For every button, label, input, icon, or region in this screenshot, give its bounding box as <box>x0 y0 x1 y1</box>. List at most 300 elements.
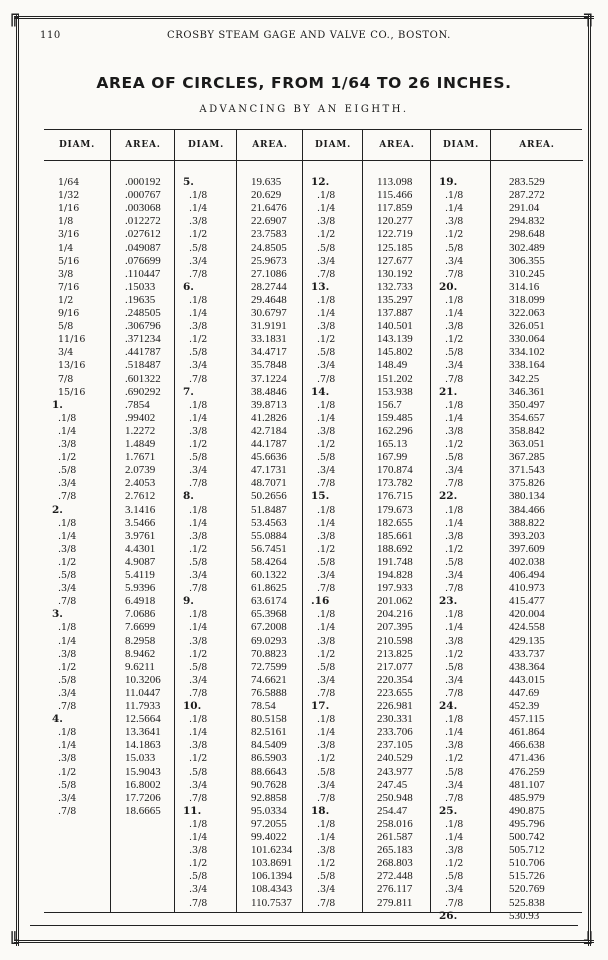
area-cell: .248505 <box>125 307 161 319</box>
area-cell: 48.7071 <box>251 477 287 490</box>
area-column-2 <box>236 130 303 912</box>
area-cell: 45.6636 <box>251 451 287 464</box>
diam-cell: .7/8 <box>445 897 464 909</box>
diam-cell: .3/4 <box>445 884 464 896</box>
area-cell: 10.3206 <box>125 673 161 686</box>
area-cell: 237.105 <box>377 739 413 752</box>
diam-cell: .7/8 <box>317 373 336 385</box>
area-cell: 310.245 <box>509 267 545 280</box>
diam-cell: 9/16 <box>58 308 80 319</box>
diam-cell: 18. <box>311 804 330 817</box>
area-cell: 306.355 <box>509 254 545 267</box>
diam-cell: .1/2 <box>189 439 208 450</box>
diam-cell: .3/4 <box>189 570 208 581</box>
area-cell: 279.811 <box>377 896 413 909</box>
area-cell: 117.859 <box>377 202 413 215</box>
area-cell: 25.9673 <box>251 254 287 267</box>
diam-cell: 23. <box>439 595 458 608</box>
diam-cell: .1/8 <box>445 399 464 411</box>
area-cell: 367.285 <box>509 451 545 464</box>
area-cell: 243.977 <box>377 765 413 778</box>
diam-cell: 17. <box>311 700 330 712</box>
area-cell: 60.1322 <box>251 569 287 581</box>
diam-cell: 6. <box>183 280 194 293</box>
diam-cell: 13. <box>311 280 330 293</box>
diam-cell: .1/4 <box>58 740 77 752</box>
area-cell: 410.973 <box>509 582 545 595</box>
area-cell: .601322 <box>125 372 161 385</box>
area-cell: 170.874 <box>377 464 413 477</box>
area-column-header: AREA. <box>237 130 303 161</box>
area-cell: 108.4343 <box>251 883 293 896</box>
diam-cell: .1/2 <box>317 439 336 450</box>
diam-cell: 9. <box>183 595 194 608</box>
area-cell: 156.7 <box>377 398 402 411</box>
area-cell: 19.635 <box>251 176 282 188</box>
diam-cell: 25. <box>439 804 458 817</box>
area-cell: 42.7184 <box>251 424 287 437</box>
area-cell: 388.822 <box>509 516 545 529</box>
diam-cell: .3/8 <box>317 530 336 542</box>
area-column-header: AREA. <box>363 130 431 161</box>
area-cell: 220.354 <box>377 673 413 686</box>
area-cell: 38.4846 <box>251 385 287 398</box>
area-cell: 3.9761 <box>125 529 156 542</box>
area-cell: 393.203 <box>509 529 545 542</box>
area-cell: 13.3641 <box>125 726 161 739</box>
area-cell: 330.064 <box>509 333 545 346</box>
area-cell: 1.2272 <box>125 424 156 437</box>
area-cell: 143.139 <box>377 333 413 346</box>
area-cell: 27.1086 <box>251 267 287 280</box>
diam-cell: .5/8 <box>58 465 77 477</box>
area-cell: 191.748 <box>377 555 413 568</box>
area-cell: 495.796 <box>509 817 545 830</box>
diam-cell: .1/4 <box>445 308 464 319</box>
area-cell: 162.296 <box>377 424 413 437</box>
diam-cell: .3/4 <box>445 570 464 581</box>
area-cell: 268.803 <box>377 857 413 870</box>
area-cell: 14.1863 <box>125 739 161 752</box>
diam-cell: .3/4 <box>58 687 77 699</box>
diam-cell: .5/8 <box>189 661 208 673</box>
diam-cell: 3. <box>52 608 63 621</box>
diam-column-header: DIAM. <box>44 130 110 161</box>
area-cell: 179.673 <box>377 503 413 516</box>
area-cell: 33.1831 <box>251 333 287 346</box>
area-cell: 35.7848 <box>251 359 287 372</box>
diam-cell: .5/8 <box>317 661 336 673</box>
diam-cell: .1/2 <box>445 334 464 346</box>
diam-cell: .1/8 <box>445 818 464 830</box>
diam-cell: .1/8 <box>317 818 336 830</box>
top-border <box>14 16 594 19</box>
diam-cell: .1/2 <box>317 334 336 346</box>
area-cell: 125.185 <box>377 241 413 254</box>
area-cell: 182.655 <box>377 516 413 529</box>
area-cell: 61.8625 <box>251 582 287 595</box>
diam-cell: 5/16 <box>58 255 80 267</box>
area-cell: 8.9462 <box>125 647 156 660</box>
area-cell: 346.361 <box>509 385 545 398</box>
diam-cell: .1/8 <box>445 190 464 202</box>
diam-cell: 10. <box>183 700 202 712</box>
area-cell: 11.0447 <box>125 686 161 699</box>
area-cell: 2.7612 <box>125 490 156 503</box>
diam-column-header: DIAM. <box>431 130 491 161</box>
diam-cell: .3/8 <box>445 530 464 542</box>
area-cell: 115.466 <box>377 189 413 202</box>
diam-cell: .7/8 <box>58 596 77 608</box>
diam-cell: .1/2 <box>317 753 336 765</box>
area-column-header: AREA. <box>111 130 175 161</box>
diam-cell: .1/2 <box>317 858 336 870</box>
area-cell: 76.5888 <box>251 686 287 699</box>
area-cell: 334.102 <box>509 346 545 359</box>
area-cell: 11.7933 <box>125 700 161 712</box>
diam-cell: .1/4 <box>317 517 336 529</box>
area-cell: 122.719 <box>377 228 413 241</box>
area-cell: 247.45 <box>377 778 408 791</box>
area-cell: 58.4264 <box>251 555 287 568</box>
diam-cell: .3/8 <box>189 321 208 333</box>
diam-cell: .7/8 <box>189 373 208 385</box>
area-cell: 17.7206 <box>125 791 161 804</box>
diam-cell: .3/8 <box>445 845 464 857</box>
area-cell: 103.8691 <box>251 857 293 870</box>
area-cell: 415.477 <box>509 595 545 608</box>
area-cell: 250.948 <box>377 791 413 804</box>
diam-cell: .1/4 <box>317 308 336 319</box>
area-cell: 342.25 <box>509 372 540 385</box>
diam-cell: .1/8 <box>445 714 464 726</box>
area-cell: .518487 <box>125 359 161 372</box>
area-cell: 67.2008 <box>251 621 287 634</box>
diam-cell: .3/8 <box>58 648 77 660</box>
area-cell: 302.489 <box>509 241 545 254</box>
area-cell: 51.8487 <box>251 503 287 516</box>
diam-cell: .5/8 <box>189 766 208 778</box>
diam-cell: .1/4 <box>445 517 464 529</box>
area-cell: 56.7451 <box>251 542 287 555</box>
area-cell: 173.782 <box>377 477 413 490</box>
area-cell: 530.93 <box>509 909 540 922</box>
diam-cell: .1/8 <box>445 609 464 621</box>
diam-cell: .7/8 <box>317 687 336 699</box>
area-cell: 140.501 <box>377 320 413 333</box>
diam-cell: .5/8 <box>189 347 208 359</box>
area-column-1 <box>110 130 175 912</box>
area-cell: 210.598 <box>377 634 413 647</box>
area-cell: 298.648 <box>509 228 545 241</box>
diam-cell: .3/4 <box>445 360 464 372</box>
area-cell: 30.6797 <box>251 307 287 319</box>
diam-cell: .5/8 <box>189 242 208 254</box>
area-cell: 153.938 <box>377 385 413 398</box>
diam-cell: .3/4 <box>189 465 208 477</box>
diam-cell: .1/2 <box>445 229 464 241</box>
diam-cell: .1/4 <box>189 412 208 424</box>
diam-cell: .1/8 <box>189 609 208 621</box>
area-cell: 8.2958 <box>125 634 156 647</box>
area-cell: .99402 <box>125 411 156 424</box>
diam-cell: .7/8 <box>58 491 77 503</box>
diam-cell: .1/8 <box>317 504 336 516</box>
diam-cell: .7/8 <box>189 268 208 280</box>
diam-cell: .5/8 <box>317 452 336 464</box>
area-cell: .441787 <box>125 346 161 359</box>
diam-cell: .1/4 <box>58 425 77 437</box>
diam-cell: .5/8 <box>189 871 208 883</box>
area-cell: .110447 <box>125 267 161 280</box>
diam-cell: .5/8 <box>317 556 336 568</box>
diam-cell: .1/8 <box>189 399 208 411</box>
diam-cell: .7/8 <box>189 687 208 699</box>
area-cell: 217.077 <box>377 660 413 673</box>
diam-cell: 11/16 <box>58 334 86 346</box>
diam-cell: .7/8 <box>445 792 464 804</box>
diam-cell: .5/8 <box>58 779 77 791</box>
area-cell: 7.6699 <box>125 621 156 634</box>
diam-cell: 7/8 <box>58 373 74 385</box>
diam-cell: 12. <box>311 176 330 188</box>
diam-column-2 <box>174 130 237 912</box>
area-cell: 350.497 <box>509 398 545 411</box>
diam-cell: .3/4 <box>445 465 464 477</box>
diam-cell: 3/4 <box>58 347 74 359</box>
diam-cell: .3/8 <box>58 439 77 450</box>
area-cell: 314.16 <box>509 280 540 293</box>
area-cell: 84.5409 <box>251 739 287 752</box>
diam-cell: .3/4 <box>317 255 336 267</box>
footer-rule <box>30 925 578 926</box>
diam-cell: .1/8 <box>58 727 77 739</box>
area-cell: 29.4648 <box>251 293 287 306</box>
diam-cell: .3/4 <box>445 779 464 791</box>
diam-cell: .1/2 <box>58 661 77 673</box>
diam-cell: .3/4 <box>317 360 336 372</box>
diam-cell: 22. <box>439 490 458 503</box>
diam-cell: .1/2 <box>189 858 208 870</box>
diam-cell: .1/2 <box>189 543 208 555</box>
diam-cell: .3/4 <box>445 255 464 267</box>
area-cell: 78.54 <box>251 700 276 712</box>
left-border <box>16 14 19 946</box>
area-cell: 197.933 <box>377 582 413 595</box>
area-cell: 265.183 <box>377 844 413 857</box>
diam-cell: .3/8 <box>317 635 336 647</box>
diam-cell: .7/8 <box>445 687 464 699</box>
area-column-3 <box>362 130 431 912</box>
diam-cell: .3/8 <box>189 530 208 542</box>
diam-cell: .1/2 <box>317 648 336 660</box>
diam-cell: .1/4 <box>189 517 208 529</box>
area-cell: 287.272 <box>509 189 545 202</box>
area-cell: 429.135 <box>509 634 545 647</box>
area-cell: 207.395 <box>377 621 413 634</box>
corner-ornament-bottom-left: ╚ <box>8 932 19 953</box>
diam-cell: .3/4 <box>317 884 336 896</box>
area-cell: 21.6476 <box>251 202 287 215</box>
area-cell: 466.638 <box>509 739 545 752</box>
diam-cell: .1/2 <box>445 543 464 555</box>
diam-cell: .1/8 <box>317 294 336 306</box>
diam-cell: .1/8 <box>58 622 77 634</box>
diam-cell: .3/4 <box>445 674 464 686</box>
diam-cell: .1/4 <box>58 530 77 542</box>
area-cell: .027612 <box>125 228 161 241</box>
area-cell: 397.609 <box>509 542 545 555</box>
diam-cell: .7/8 <box>317 792 336 804</box>
area-cell: 110.7537 <box>251 896 292 909</box>
diam-cell: 24. <box>439 700 458 712</box>
area-cell: 148.49 <box>377 359 408 372</box>
diam-cell: .3/8 <box>317 425 336 437</box>
area-cell: 39.8713 <box>251 398 287 411</box>
diam-cell: .1/4 <box>58 635 77 647</box>
area-cell: 34.4717 <box>251 346 287 359</box>
area-cell: 97.2055 <box>251 817 287 830</box>
diam-cell: .7/8 <box>317 897 336 909</box>
diam-cell: 11. <box>183 804 202 817</box>
diam-cell: .1/8 <box>317 609 336 621</box>
area-cell: 233.706 <box>377 726 413 739</box>
diam-cell: .1/4 <box>445 622 464 634</box>
area-cell: 420.004 <box>509 608 545 621</box>
area-cell: 505.712 <box>509 844 545 857</box>
diam-column-header: DIAM. <box>175 130 237 161</box>
area-cell: 88.6643 <box>251 765 287 778</box>
area-cell: 201.062 <box>377 595 413 608</box>
area-cell: 20.629 <box>251 189 282 202</box>
diam-cell: 7. <box>183 385 194 398</box>
area-cell: 15.033 <box>125 752 156 765</box>
diam-cell: .5/8 <box>445 661 464 673</box>
diam-cell: .3/8 <box>189 740 208 752</box>
diam-cell: .7/8 <box>189 792 208 804</box>
area-cell: 461.864 <box>509 726 545 739</box>
area-cell: 490.875 <box>509 804 545 817</box>
diam-cell: .1/4 <box>189 203 208 215</box>
right-border <box>588 14 591 946</box>
area-cell: .012272 <box>125 215 161 228</box>
area-cell: 7.0686 <box>125 608 156 621</box>
diam-cell: .3/4 <box>189 884 208 896</box>
area-cell: 3.1416 <box>125 503 156 516</box>
diam-cell: .1/8 <box>317 714 336 726</box>
area-cell: 12.5664 <box>125 713 161 726</box>
diam-cell: .1/4 <box>445 727 464 739</box>
diam-cell: .3/4 <box>317 465 336 477</box>
diam-cell: .3/4 <box>317 674 336 686</box>
diam-cell: .1/2 <box>189 334 208 346</box>
area-cell: 261.587 <box>377 831 413 843</box>
diam-cell: .7/8 <box>445 268 464 280</box>
diam-cell: 3/16 <box>58 229 80 241</box>
diam-cell: .3/8 <box>189 635 208 647</box>
area-cell: 272.448 <box>377 870 413 883</box>
area-cell: 485.979 <box>509 791 545 804</box>
area-cell: 101.6234 <box>251 844 293 857</box>
diam-cell: 8. <box>183 490 194 503</box>
diam-cell: .5/8 <box>189 452 208 464</box>
diam-cell: .3/4 <box>58 478 77 490</box>
area-column-4 <box>490 130 583 922</box>
page-title: AREA OF CIRCLES, FROM 1/64 TO 26 INCHES. <box>96 74 512 92</box>
area-cell: 55.0884 <box>251 529 287 542</box>
diam-cell: .7/8 <box>189 583 208 595</box>
area-cell: 24.8505 <box>251 241 287 254</box>
area-cell: 481.107 <box>509 778 545 791</box>
area-cell: 50.2656 <box>251 490 287 503</box>
area-cell: 28.2744 <box>251 280 287 293</box>
diam-cell: .5/8 <box>445 242 464 254</box>
diam-cell: .5/8 <box>58 570 77 581</box>
diam-cell: 13/16 <box>58 360 86 372</box>
diam-cell: .5/8 <box>58 674 77 686</box>
diam-cell: 1/32 <box>58 190 80 202</box>
diam-cell: .1/2 <box>189 753 208 765</box>
area-cell: 424.558 <box>509 621 545 634</box>
area-cell: 338.164 <box>509 359 545 372</box>
corner-ornament-bottom-right: ╝ <box>584 932 595 953</box>
diam-cell: .3/8 <box>58 543 77 555</box>
diam-cell: .1/2 <box>445 858 464 870</box>
diam-cell: .3/8 <box>189 425 208 437</box>
area-cell: 326.051 <box>509 320 545 333</box>
area-cell: 99.4022 <box>251 831 287 843</box>
area-cell: .7854 <box>125 398 150 411</box>
diam-cell: .3/8 <box>317 845 336 857</box>
diam-cell: .16 <box>311 595 330 608</box>
diam-cell: .1/4 <box>189 308 208 319</box>
area-cell: 80.5158 <box>251 713 287 726</box>
area-cell: 515.726 <box>509 870 545 883</box>
diam-cell: .3/8 <box>189 845 208 857</box>
diam-cell: .1/8 <box>58 517 77 529</box>
diam-cell: .1/4 <box>445 203 464 215</box>
area-cell: 113.098 <box>377 176 413 188</box>
area-cell: .306796 <box>125 320 161 333</box>
diam-cell: .7/8 <box>58 805 77 817</box>
diam-cell: .5/8 <box>317 871 336 883</box>
area-cell: 204.216 <box>377 608 413 621</box>
diam-cell: .3/8 <box>58 753 77 765</box>
area-cell: 9.6211 <box>125 660 155 673</box>
diam-cell: .3/4 <box>317 570 336 581</box>
diam-cell: 1. <box>52 398 63 411</box>
diam-cell: .5/8 <box>317 242 336 254</box>
diam-cell: .1/8 <box>189 190 208 202</box>
diam-cell: .3/8 <box>189 216 208 228</box>
area-cell: 95.0334 <box>251 804 287 817</box>
area-cell: 1.7671 <box>125 451 156 464</box>
diam-cell: 1/4 <box>58 242 74 254</box>
diam-cell: .7/8 <box>445 373 464 385</box>
area-column-header: AREA. <box>491 130 583 161</box>
area-cell: 31.9191 <box>251 320 287 333</box>
area-cell: 185.661 <box>377 529 413 542</box>
diam-cell: .1/2 <box>58 452 77 464</box>
diam-cell: .3/8 <box>317 321 336 333</box>
diam-cell: .1/8 <box>189 714 208 726</box>
area-cell: 44.1787 <box>251 438 287 450</box>
area-cell: .19635 <box>125 293 156 306</box>
diam-cell: .3/8 <box>445 425 464 437</box>
area-cell: 294.832 <box>509 215 545 228</box>
area-cell: 213.825 <box>377 647 413 660</box>
area-cell: 159.485 <box>377 411 413 424</box>
